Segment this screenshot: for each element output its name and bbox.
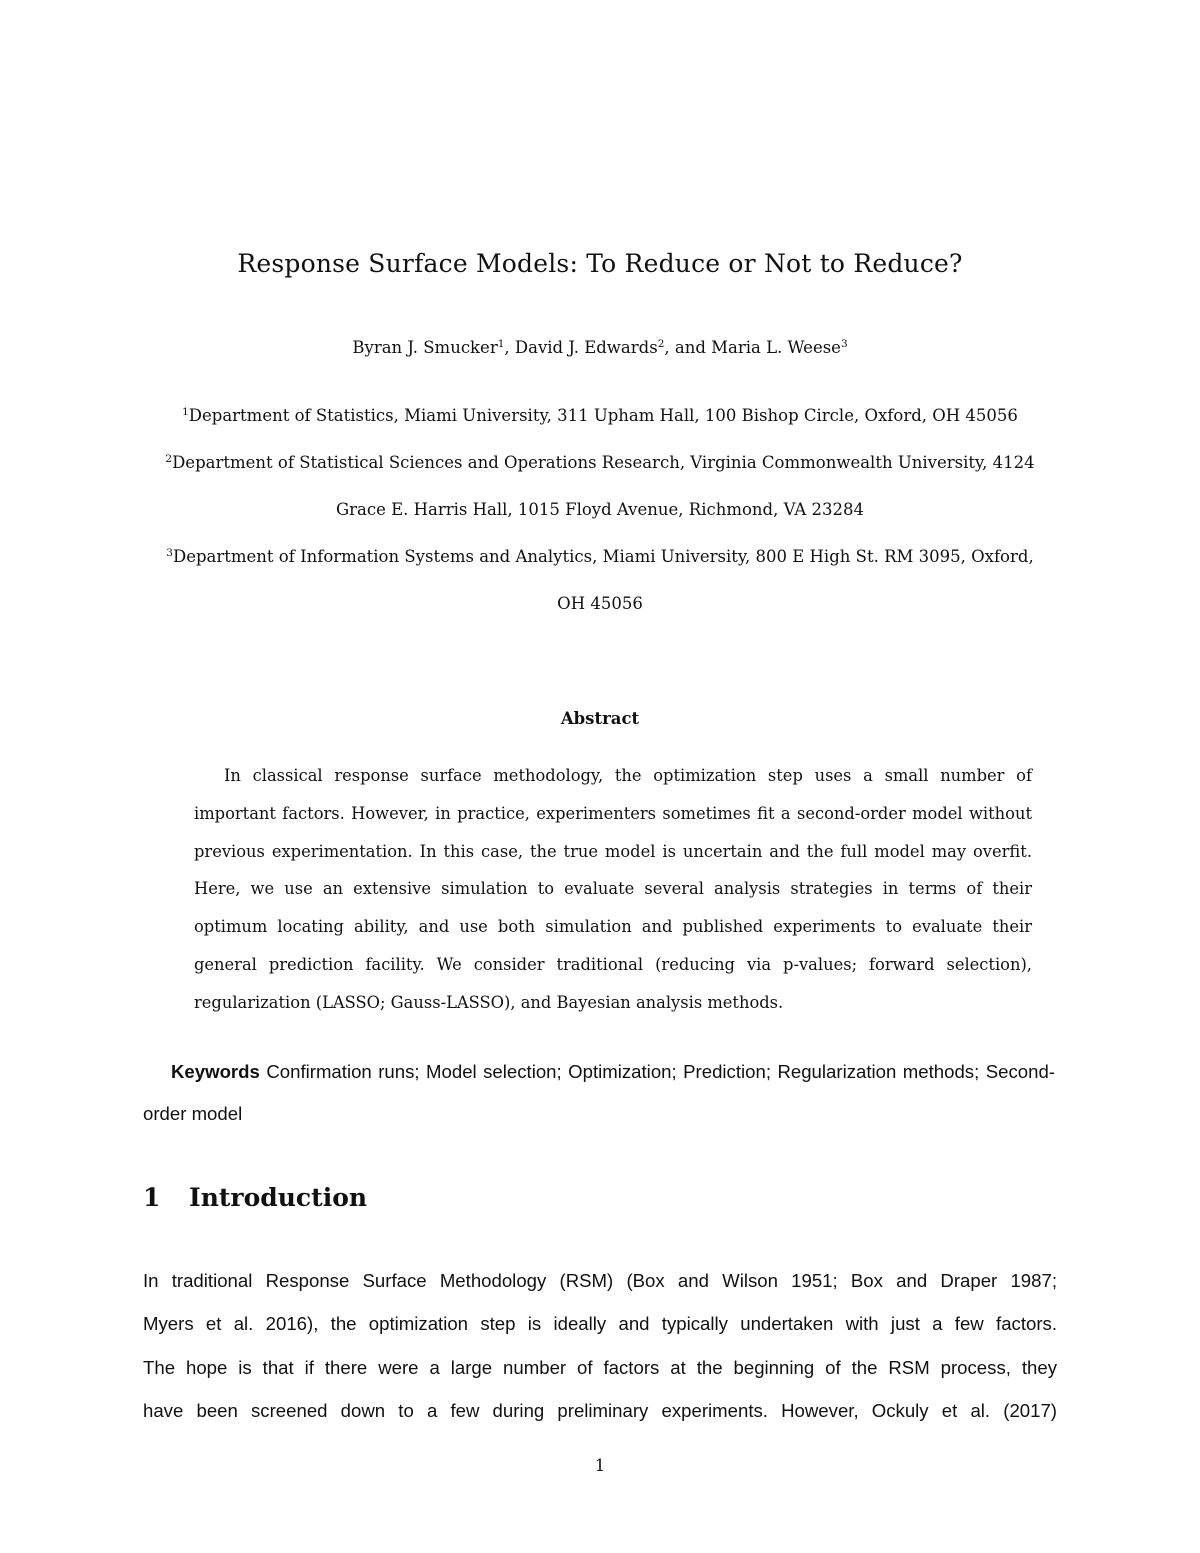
author-affiliation-marker: 2 [657,338,665,350]
paragraph-line: Myers et al. 2016), the optimization step is ideally and typically undertaken with just a few factors. [143,1313,1057,1335]
author-name: , David J. Edwards [504,338,658,357]
introduction-paragraph [143,1259,1057,1432]
affiliation-1 [0,406,1200,425]
section-heading [143,1183,367,1212]
section-title: Introduction [189,1183,368,1212]
paragraph-line: In traditional Response Surface Methodology (RSM) (Box and Wilson 1951; Box and Draper 1987; [143,1270,1057,1291]
author-name: , and Maria L. Weese [664,338,841,357]
keywords-text: Confirmation runs; Model selection; Optimization; Prediction; Regularization methods; Second-order model [143,1061,1055,1124]
page-number: 1 [594,1456,606,1475]
affiliation-2-continued: Grace E. Harris Hall, 1015 Floyd Avenue, Richmond, VA 23284 [335,500,865,519]
affiliation-marker: 1 [182,406,189,418]
author-affiliation-marker: 1 [497,338,505,350]
affiliation-text: Department of Statistics, Miami University, 311 Upham Hall, 100 Bishop Circle, Oxford, OH 45056 [188,406,1018,425]
paragraph-line: The hope is that if there were a large number of factors at the beginning of the RSM process, they [143,1356,1057,1378]
section-number: 1 [143,1183,161,1212]
author-affiliation-marker: 3 [840,338,848,350]
author-name: Byran J. Smucker [352,338,498,357]
affiliation-marker: 2 [165,453,173,465]
affiliation-text: Department of Information Systems and Analytics, Miami University, 800 E High St. RM 3095, Oxford, [172,547,1034,566]
affiliation-marker: 3 [166,547,173,559]
abstract-text: In classical response surface methodology, the optimization step uses a small number of important factors. However, in practice, experimenters sometimes fit a second-order model without previous experimentation. In this case, the true model is uncertain and the full model may overfit. Here, we use an extensive simulation to evaluate several analysis strategies in terms of their optimum locating ability, and use both simulation and published experiments to evaluate their general prediction facility. We consider traditional (reducing via p-values; forward selection), regularization (LASSO; Gauss-LASSO), and Bayesian analysis methods. [194,766,1032,1012]
abstract-body [194,757,1032,1022]
affiliation-3-continued: OH 45056 [557,594,643,613]
affiliation-text: Department of Statistical Sciences and Operations Research, Virginia Commonwealth University, 4124 [172,453,1035,472]
affiliation-3 [0,547,1200,566]
paragraph-line: have been screened down to a few during preliminary experiments. However, Ockuly et al. (2017) [143,1399,1057,1421]
author-list [0,338,1200,357]
abstract-heading: Abstract [560,709,640,728]
keywords [143,1051,1055,1135]
paper-title: Response Surface Models: To Reduce or Not to Reduce? [237,249,963,278]
affiliation-2 [0,453,1200,472]
keywords-label: Keywords [171,1061,260,1082]
